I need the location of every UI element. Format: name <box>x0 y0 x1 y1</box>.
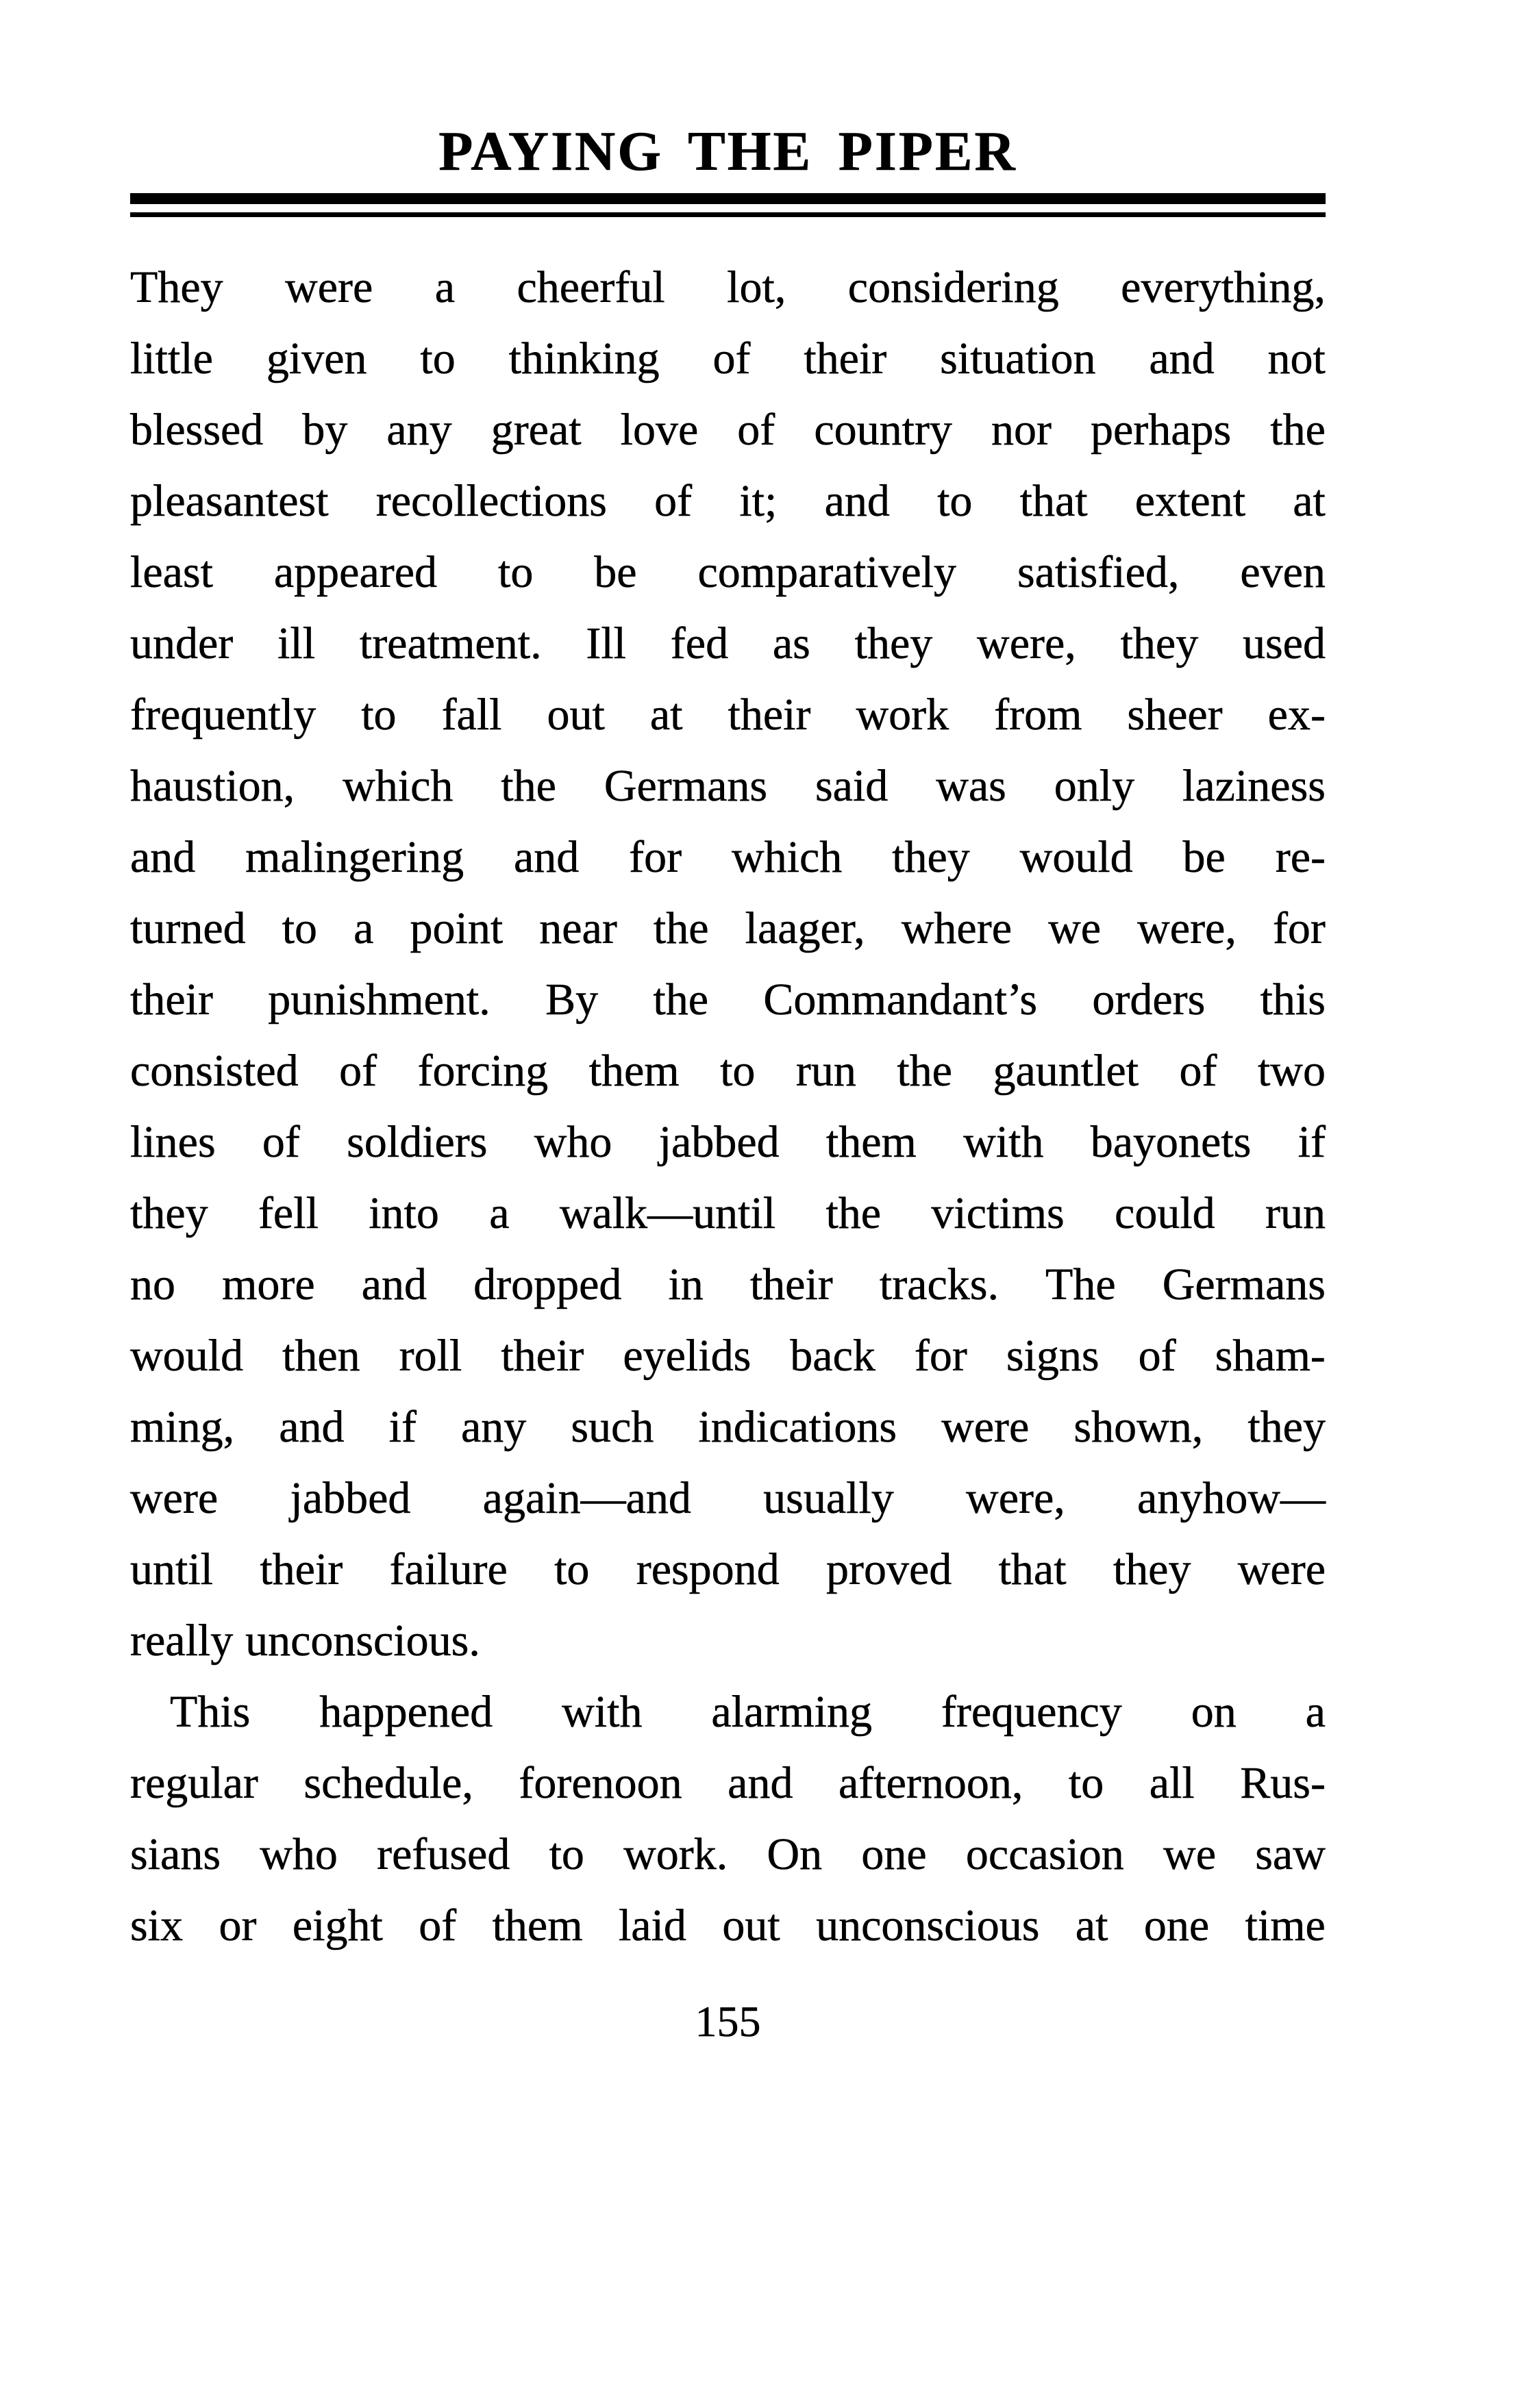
text-line: lines of soldiers who jabbed them with bayonets if <box>130 1117 1326 1167</box>
text-line: least appeared to be comparatively satisfied, even <box>130 547 1326 597</box>
text-line: were jabbed again—and usually were, anyhow— <box>130 1473 1326 1523</box>
text-column <box>130 0 1326 2408</box>
text-line: This happened with alarming frequency on a <box>170 1687 1326 1737</box>
text-line: they fell into a walk—until the victims could run <box>130 1188 1326 1238</box>
text-line: under ill treatment. Ill fed as they were, they used <box>130 618 1326 668</box>
text-line: six or eight of them laid out unconscious at one time <box>130 1901 1326 1951</box>
text-line: They were a cheerful lot, considering everything, <box>130 262 1326 312</box>
text-line: frequently to fall out at their work from sheer ex- <box>130 690 1326 740</box>
text-line: sians who refused to work. On one occasion we saw <box>130 1829 1326 1879</box>
text-line: turned to a point near the laager, where we were, for <box>130 903 1326 953</box>
text-line: blessed by any great love of country nor perhaps the <box>130 405 1326 455</box>
text-line: until their failure to respond proved that they were <box>130 1544 1326 1594</box>
header-rule-thin <box>130 212 1326 217</box>
text-line: haustion, which the Germans said was only laziness <box>130 761 1326 811</box>
text-line: their punishment. By the Commandant’s orders this <box>130 975 1326 1025</box>
text-line: pleasantest recollections of it; and to that extent at <box>130 476 1326 526</box>
page-number: 155 <box>695 1997 761 2046</box>
body-text <box>130 252 1326 1961</box>
running-head: PAYING THE PIPER <box>438 120 1017 182</box>
header-rule-thick <box>130 193 1326 204</box>
text-line: regular schedule, forenoon and afternoon, to all Rus- <box>130 1758 1326 1808</box>
text-line: consisted of forcing them to run the gauntlet of two <box>130 1046 1326 1096</box>
text-line: little given to thinking of their situation and not <box>130 334 1326 384</box>
text-line: and malingering and for which they would be re- <box>130 832 1326 882</box>
text-line: no more and dropped in their tracks. The Germans <box>130 1259 1326 1309</box>
text-line: would then roll their eyelids back for signs of sham- <box>130 1331 1326 1381</box>
text-line: ming, and if any such indications were shown, they <box>130 1402 1326 1452</box>
text-line: really unconscious. <box>130 1616 480 1666</box>
